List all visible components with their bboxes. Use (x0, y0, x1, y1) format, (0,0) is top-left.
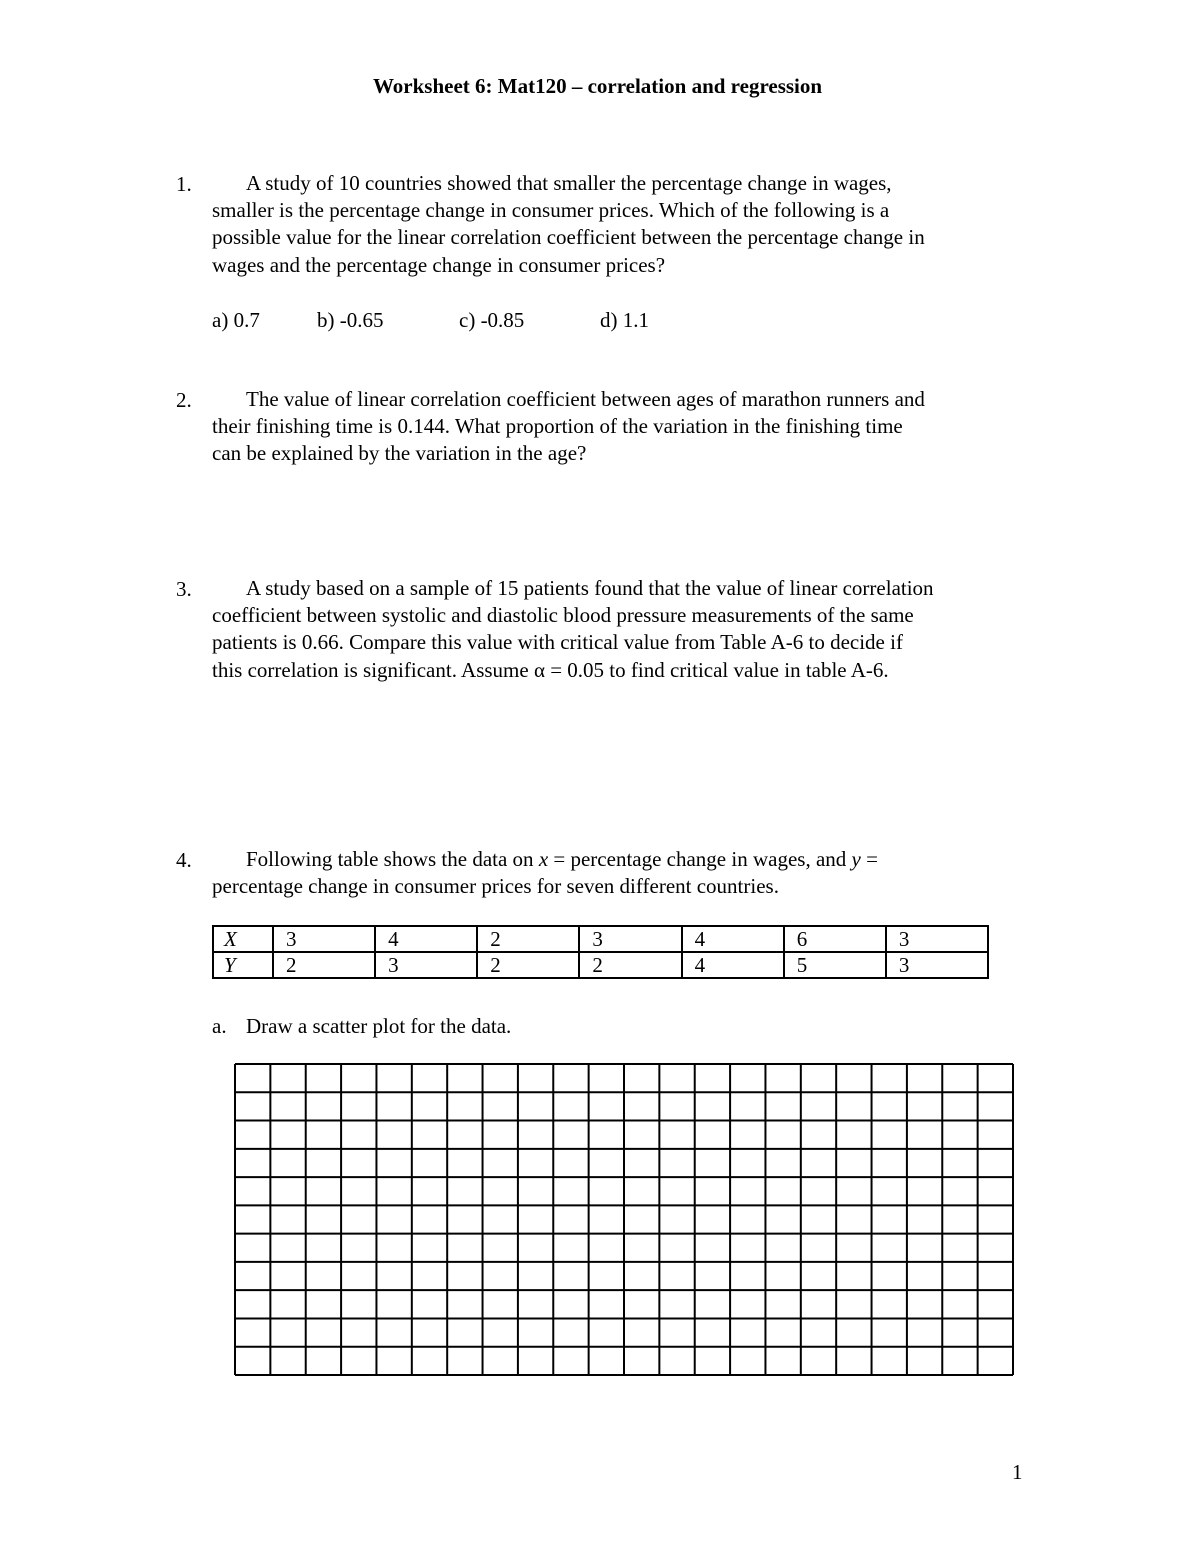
question-4-line: percentage change in consumer prices for seven different countries. (212, 874, 779, 899)
question-3-line: coefficient between systolic and diastolic blood pressure measurements of the same (212, 603, 914, 628)
question-2-number: 2. (176, 388, 192, 412)
option-a: a) 0.7 (212, 308, 260, 332)
question-1-line: A study of 10 countries showed that smaller the percentage change in wages, (246, 171, 892, 195)
question-3-line: this correlation is significant. Assume α = 0.05 to find critical value in table A-6. (212, 657, 889, 682)
table-row-x (213, 926, 988, 952)
part-a-text: Draw a scatter plot for the data. (246, 1014, 512, 1038)
table-row-y (213, 952, 988, 978)
table-cell: 3 (886, 926, 988, 952)
question-3-line: patients is 0.66. Compare this value with critical value from Table A-6 to decide if (212, 630, 903, 655)
question-2-line: their finishing time is 0.144. What proportion of the variation in the finishing time (212, 414, 903, 439)
table-cell: 2 (477, 926, 579, 952)
question-4-number: 4. (176, 848, 192, 872)
question-3-number: 3. (176, 577, 192, 601)
question-2-text (212, 386, 1027, 468)
table-cell: 3 (375, 952, 477, 978)
part-a (212, 1012, 511, 1040)
table-cell: 3 (273, 926, 375, 952)
table-cell: 2 (477, 952, 579, 978)
question-4-line: Following table shows the data on x = percentage change in wages, and y = (246, 847, 878, 871)
question-2-line: can be explained by the variation in the age? (212, 441, 587, 466)
table-cell: 2 (579, 952, 681, 978)
question-1-line: wages and the percentage change in consumer prices? (212, 252, 666, 277)
question-1-number: 1. (176, 172, 192, 196)
question-1-line: possible value for the linear correlation coefficient between the percentage change in (212, 225, 925, 250)
part-a-label: a. (212, 1014, 227, 1038)
question-2-line: The value of linear correlation coefficient between ages of marathon runners and (246, 387, 925, 411)
option-d: d) 1.1 (600, 308, 649, 332)
worksheet-title: Worksheet 6: Mat120 – correlation and regression (372, 74, 823, 98)
data-table (212, 925, 989, 979)
table-cell: 2 (273, 952, 375, 978)
table-cell: 4 (682, 952, 784, 978)
table-cell: 5 (784, 952, 886, 978)
page-number: 1 (1012, 1460, 1023, 1484)
question-1-text (212, 170, 1027, 279)
table-cell: 4 (375, 926, 477, 952)
question-4-text (212, 846, 1027, 900)
table-cell: 6 (784, 926, 886, 952)
scatter-plot-grid (234, 1063, 1014, 1376)
table-cell: 4 (682, 926, 784, 952)
row-label-x: X (213, 926, 273, 952)
option-c: c) -0.85 (459, 308, 525, 332)
option-b: b) -0.65 (317, 308, 384, 332)
question-3-line: A study based on a sample of 15 patients found that the value of linear correlation (246, 576, 934, 600)
question-3-text (212, 575, 1027, 684)
row-label-y: Y (213, 952, 273, 978)
table-cell: 3 (579, 926, 681, 952)
table-cell: 3 (886, 952, 988, 978)
question-1-line: smaller is the percentage change in consumer prices. Which of the following is a (212, 198, 890, 223)
